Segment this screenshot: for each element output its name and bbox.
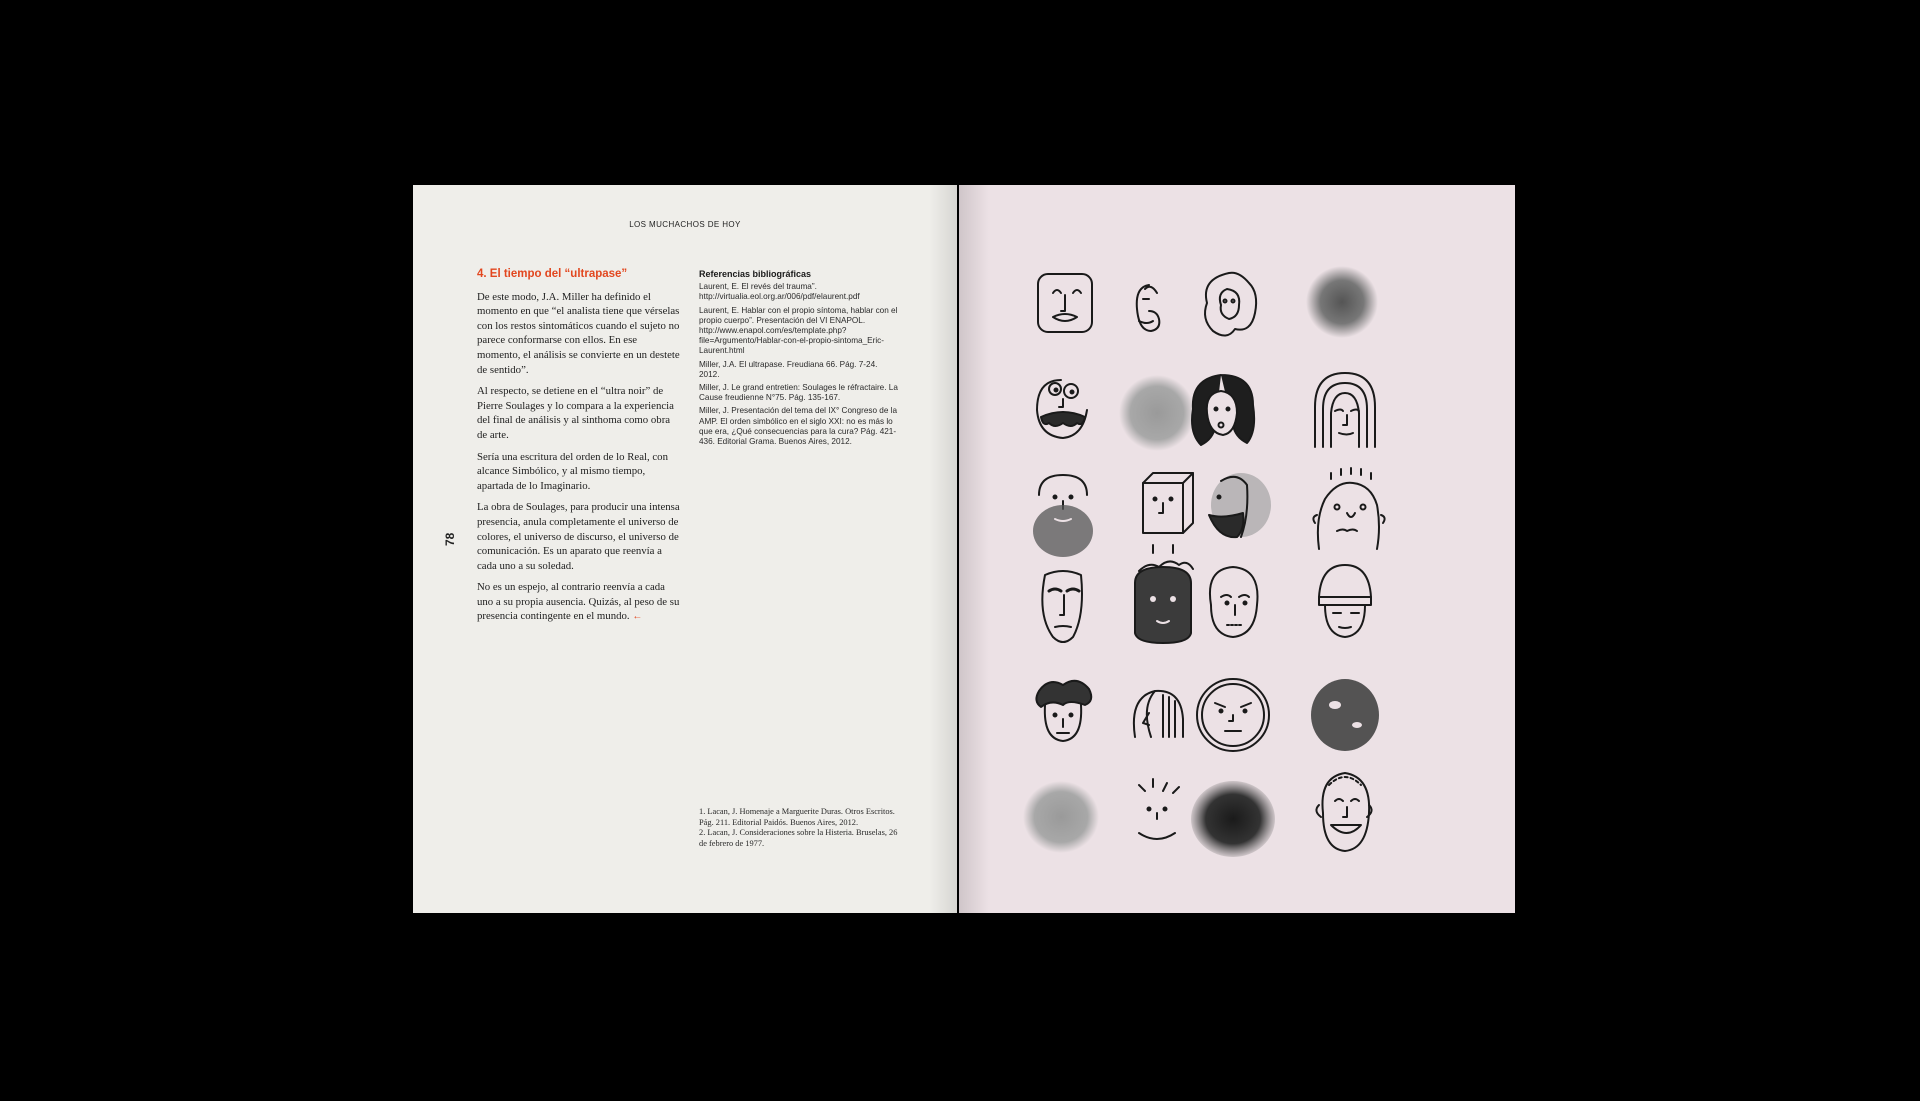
dark-curly-face-icon xyxy=(1135,561,1193,643)
striped-hair-woman-icon xyxy=(1315,373,1375,447)
bob-hair-profile-icon xyxy=(1134,691,1183,737)
grey-texture-circle-icon xyxy=(1119,375,1195,451)
end-arrow-icon: ← xyxy=(632,611,643,623)
curly-hair-woman-icon xyxy=(1192,375,1254,445)
reference-item: Miller, J. Le grand entretien: Soulages le réfractaire. La Cause freudienne N°75. Pág. 135-167. xyxy=(699,383,898,403)
footnote: 2. Lacan, J. Consideraciones sobre la Histeria. Bruselas, 26 de febrero de 1977. xyxy=(699,828,898,848)
bearded-profile-icon xyxy=(1209,473,1271,537)
last-paragraph xyxy=(477,580,682,625)
main-text-column xyxy=(477,267,682,632)
bushy-hair-face-icon xyxy=(1036,681,1091,741)
bearded-face-icon xyxy=(1033,475,1093,557)
dark-blur-circle-icon xyxy=(1306,266,1378,338)
wavy-hair-face-icon xyxy=(1205,273,1256,336)
sparkle-face-icon xyxy=(1139,779,1179,839)
beanie-face-icon xyxy=(1319,565,1371,637)
reference-item: Laurent, E. El revés del trauma”. http://virtualia.eol.org.ar/006/pdf/elaurent.pdf xyxy=(699,282,860,302)
section-title: 4. El tiempo del “ultrapase” xyxy=(477,268,628,280)
running-head: LOS MUCHACHOS DE HOY xyxy=(629,220,741,229)
paragraph-text: No es un espejo, al contrario reenvía a cada uno a su propia ausencia. Quizás, al peso de su presencia contingente en el mundo. xyxy=(477,581,680,623)
smiling-bald-face-icon xyxy=(1316,773,1371,851)
reference-item: Miller, J.A. El ultrapase. Freudiana 66. Pág. 7-24. 2012. xyxy=(699,359,878,379)
paragraph: Al respecto, se detiene en el “ultra noir” de Pierre Soulages y lo compara a la experiencia del final de análisis y al sinthoma como obra de arte. xyxy=(477,385,674,441)
circle-framed-face-icon xyxy=(1197,679,1269,751)
long-face-icon xyxy=(1042,571,1082,642)
egg-face-icon xyxy=(1137,285,1160,331)
square-face-icon xyxy=(1038,274,1092,332)
mustache-face-icon xyxy=(1037,380,1087,438)
footnotes xyxy=(699,807,904,849)
reference-item: Laurent, E. Hablar con el propio síntoma, hablar con el propio cuerpo”. Presentación del VI ENAPOL. http://www.enapol.com/es/template.php?file=Argumento/Hablar-con-el-propio-sintoma_Eric-Laurent.html xyxy=(699,305,898,356)
bald-spiky-face-icon xyxy=(1313,468,1384,549)
references-title: Referencias bibliográficas xyxy=(699,269,812,279)
grey-cloud-blob-icon xyxy=(1023,781,1099,853)
round-stubble-face-icon xyxy=(1210,567,1258,637)
black-ink-blob-icon xyxy=(1191,781,1275,857)
paragraph: La obra de Soulages, para producir una intensa presencia, anula completamente el universo de colores, el universo de discurso, el universo de comunicación. Es un aparato que reenvía a cada uno a su soledad. xyxy=(477,501,680,572)
page-number: 78 xyxy=(443,532,457,546)
footnote: 1. Lacan, J. Homenaje a Marguerite Duras. Otros Escritos. Pág. 211. Editorial Paidós. Buenos Aires, 2012. xyxy=(699,807,895,827)
left-page xyxy=(413,185,957,913)
faces-illustration xyxy=(959,185,1515,913)
dark-textured-blob-icon xyxy=(1311,679,1379,751)
reference-item: Miller, J. Presentación del tema del IX° Congreso de la AMP. El orden simbólico en el siglo XXI: no es más lo que era, ¿Qué consecuencias para la cura? Pág. 421-436. Editorial Grama. Buenos Aires, 2012. xyxy=(699,406,898,447)
paragraph: De este modo, J.A. Miller ha definido el momento en que “el analista tiene que vérselas con los restos sintomáticos cuando el sujeto no parece conformarse con ellos. En ese momento, el análisis se convierte en un destete de sentido”. xyxy=(477,290,680,376)
paragraph: Sería una escritura del orden de lo Real, con alcance Simbólico, y al mismo tiempo, apartada de lo Imaginario. xyxy=(477,450,668,492)
magazine-spread xyxy=(413,185,1515,913)
cube-head-icon xyxy=(1143,473,1193,553)
right-page xyxy=(959,185,1515,913)
references-column xyxy=(699,269,899,450)
